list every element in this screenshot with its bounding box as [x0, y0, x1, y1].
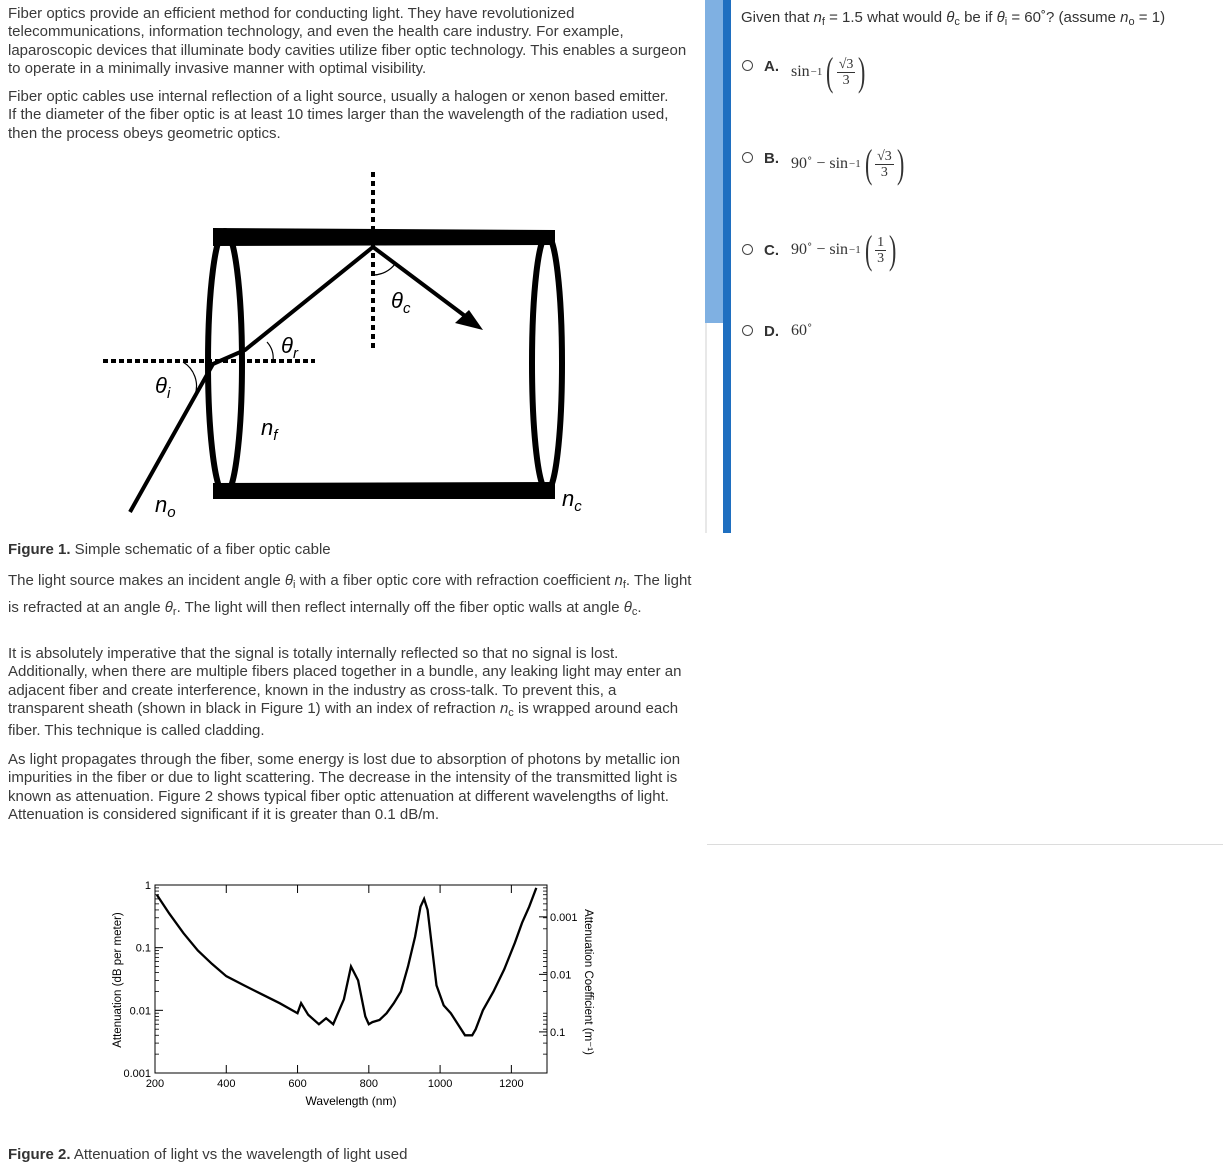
- y-axis-label: Attenuation (dB per meter): [112, 912, 124, 1048]
- passage-paragraph-4: It is absolutely imperative that the signal is totally internally reflected so that no signal is lost. Additionally, when there are multiple fibers placed together in a bundle, any leaking light may enter an adjacent fiber and create interference, known in the industry as cross-talk. To prevent this, a transparent sheath (shown in black in Figure 1) with an index of refraction $n_c$ is wrapped around each fiber. This technique is called cladding.: [8, 645, 682, 740]
- label-n-o: $n_o$: [155, 492, 176, 521]
- attenuation-chart: [105, 870, 605, 1115]
- choice-d-expression: 60˚: [791, 322, 813, 339]
- label-theta-i: $\theta_i$: [155, 373, 171, 402]
- y-tick-label: 0.01: [129, 1005, 151, 1018]
- angle-arc-c: [373, 264, 395, 275]
- answer-choice-d[interactable]: D. 60˚: [742, 323, 812, 340]
- radio-button-b[interactable]: [742, 152, 753, 163]
- choice-a-expression: sin −1 ( $\frac{√3}{3}$ ): [791, 49, 866, 94]
- answer-choice-c[interactable]: C. 90˚ − sin −1 ( $\frac{1}{3}$ ): [742, 242, 899, 268]
- radio-button-a[interactable]: [742, 60, 753, 71]
- label-theta-c: $\theta_c$: [391, 288, 411, 317]
- choice-b-expression: 90˚ − sin −1 ( $\frac{√3}{3}$ ): [791, 141, 905, 186]
- y-axis-label-right: Attenuation Coefficient (m⁻¹): [582, 909, 594, 1055]
- x-tick-label: 600: [288, 1078, 307, 1090]
- label-theta-r: $\theta_r$: [281, 333, 298, 362]
- cladding-top-wall: [213, 228, 555, 246]
- angle-arc-r: [267, 342, 273, 361]
- passage-paragraph-5: As light propagates through the fiber, some energy is lost due to absorption of photons by metallic ion impurities in the fiber or due to light scattering. The decrease in the intensity of the transmitted light is known as attenuation. Figure 2 shows typical fiber optic attenuation at different wavelengths of light. Attenuation is considered significant if it is greater than 0.1 dB/m.: [8, 751, 681, 823]
- fiber-optic-diagram: [95, 160, 615, 530]
- choice-c-expression: 90˚ − sin −1 ( $\frac{1}{3}$ ): [791, 227, 897, 272]
- passage-paragraph-3: The light source makes an incident angle $\theta_i$ with a fiber optic core with refraction coefficient $n_f$. The light is refracted at an angle $\theta_r$. The light will then reflect internally off the fiber optic walls at angle $\theta_c$.: [8, 572, 692, 618]
- y-right-tick-label: 0.001: [550, 911, 578, 924]
- x-tick-label: 800: [359, 1078, 378, 1090]
- light-ray: [130, 247, 473, 512]
- fiber-right-end: [532, 235, 562, 491]
- radio-button-c[interactable]: [742, 244, 753, 255]
- answer-choice-a[interactable]: A. sin −1 ( $\frac{√3}{3}$ ): [742, 58, 869, 90]
- x-tick-label: 200: [145, 1078, 165, 1090]
- radio-button-d[interactable]: [742, 325, 753, 336]
- plot-frame: [155, 885, 547, 1073]
- question-bottom-rule: [707, 844, 1223, 845]
- figure-2-caption: Figure 2. Attenuation of light vs the wavelength of light used: [8, 1146, 408, 1163]
- answer-choice-b[interactable]: B. 90˚ − sin −1 ( $\frac{√3}{3}$ ): [742, 150, 907, 182]
- figure-1-caption: Figure 1. Simple schematic of a fiber optic cable: [8, 541, 331, 558]
- x-tick-label: 1200: [499, 1078, 524, 1090]
- label-n-f: $n_f$: [261, 415, 278, 444]
- attenuation-curve: [157, 888, 537, 1035]
- question-stem: Given that $n_f = 1.5$ what would $\theta_c$ be if $\theta_i$ = 60˚? (assume $n_o = 1$): [741, 9, 1166, 28]
- x-tick-label: 400: [217, 1078, 236, 1090]
- passage-paragraph-1: Fiber optics provide an efficient method for conducting light. They have revolutionized telecommunications, information technology, and even the health care industry. For example, laparoscopic devices that illuminate body cavities utilize fiber optic technology. This enables a surgeon to operate in a minimally invasive manner with optimal visibility.: [8, 5, 687, 77]
- passage-paragraph-2: Fiber optic cables use internal reflection of a light source, usually a halogen or xenon based emitter. If the diameter of the fiber optic is at least 10 times larger than the wavelength of the radiation used, then the process obeys geometric optics.: [8, 88, 669, 142]
- x-axis-label: Wavelength (nm): [305, 1094, 397, 1108]
- x-tick-label: 1000: [427, 1078, 453, 1090]
- label-n-c: $n_c$: [562, 486, 582, 515]
- y-tick-label: 1: [144, 880, 151, 892]
- angle-arc-i: [183, 362, 197, 395]
- y-right-tick-label: 0.01: [550, 969, 572, 982]
- y-tick-label: 0.001: [123, 1068, 151, 1080]
- y-right-tick-label: 0.1: [550, 1026, 566, 1039]
- question-accent-bar: [723, 0, 731, 533]
- y-tick-label: 0.1: [135, 942, 151, 955]
- cladding-bottom-wall: [213, 482, 555, 499]
